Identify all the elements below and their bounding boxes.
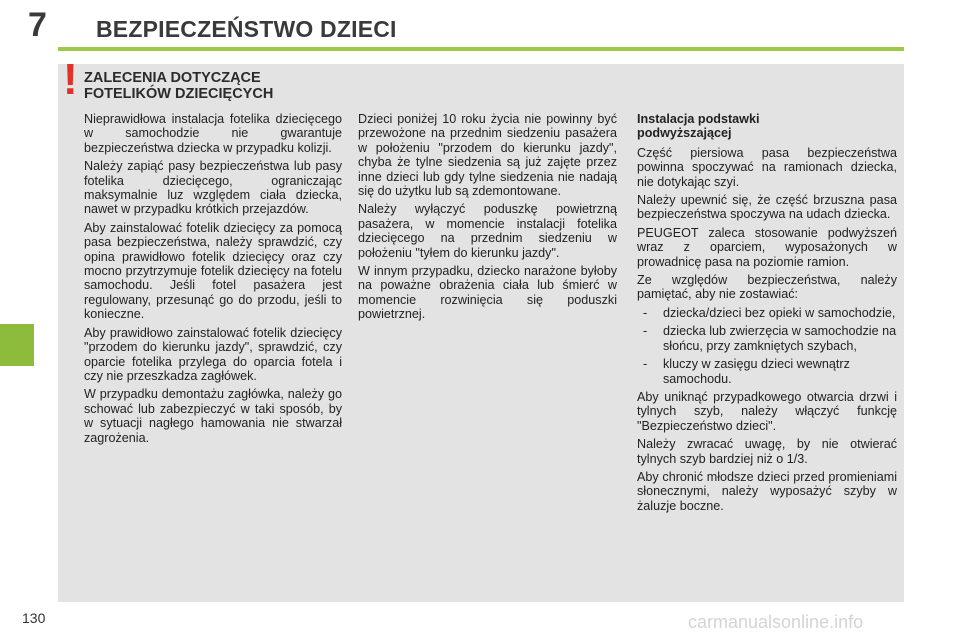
paragraph: Należy zapiąć pasy bezpieczeństwa lub pasy fotelika dziecięcego, ograniczając maksymalnie luz względem ciała dziecka, nawet w przypadku krótkich przejazdów. — [84, 159, 342, 217]
paragraph: W innym przypadku, dziecko narażone byłoby na poważne obrażenia ciała lub śmierć w momencie rozwinięcia się poduszki powietrznej. — [358, 264, 617, 322]
paragraph: Należy upewnić się, że część brzuszna pasa bezpieczeństwa spoczywa na udach dziecka. — [637, 193, 897, 222]
paragraph: Aby uniknąć przypadkowego otwarcia drzwi i tylnych szyb, należy włączyć funkcję "Bezpieczeństwo dzieci". — [637, 389, 897, 433]
list-dash: - — [643, 324, 648, 339]
paragraph: Należy zwracać uwagę, by nie otwierać tylnych szyb bardziej niż o 1/3. — [637, 437, 897, 466]
exclamation-icon: ! — [63, 55, 78, 104]
paragraph: PEUGEOT zaleca stosowanie podwyższeń wraz z oparciem, wyposażonych w prowadnicę pasa na poziomie ramion. — [637, 225, 897, 269]
list-dash: - — [643, 305, 648, 320]
text-column-1 — [84, 112, 342, 449]
warning-title-line-2: FOTELIKÓW DZIECIĘCYCH — [84, 86, 274, 102]
chapter-title: BEZPIECZEŃSTWO DZIECI — [96, 16, 397, 42]
warning-list — [637, 306, 897, 386]
paragraph: Ze względów bezpieczeństwa, należy pamiętać, aby nie zostawiać: — [637, 273, 897, 302]
chapter-side-tab — [0, 324, 34, 366]
paragraph: W przypadku demontażu zagłówka, należy go schować lub zabezpieczyć w taki sposób, by w sytuacji nagłego hamowania nie stwarzał zagrożenia. — [84, 387, 342, 445]
list-dash: - — [643, 357, 648, 372]
section-heading-line-1: Instalacja podstawki — [637, 112, 760, 126]
paragraph: Część piersiowa pasa bezpieczeństwa powinna spoczywać na ramionach dziecka, nie dotykając szyi. — [637, 145, 897, 189]
paragraph: Aby prawidłowo zainstalować fotelik dziecięcy "przodem do kierunku jazdy", sprawdzić, czy oparcie fotelika przylega do oparcia fotela i czy nie przeszkadza zagłówek. — [84, 325, 342, 383]
list-item-text: kluczy w zasięgu dzieci wewnątrz samochodu. — [663, 357, 850, 386]
list-item — [637, 324, 897, 353]
paragraph: Należy wyłączyć poduszkę powietrzną pasażera, w momencie instalacji fotelika dziecięcego na przednim siedzeniu w położeniu "tyłem do kierunku jazdy". — [358, 202, 617, 260]
paragraph: Aby chronić młodsze dzieci przed promieniami słonecznymi, należy wyposażyć szyby w żaluzje boczne. — [637, 469, 897, 513]
paragraph: Nieprawidłowa instalacja fotelika dziecięcego w samochodzie nie gwarantuje bezpieczeństwa dziecka w przypadku kolizji. — [84, 112, 342, 155]
watermark: carmanualsonline.info — [688, 612, 864, 632]
text-column-2 — [358, 112, 617, 326]
list-item — [637, 357, 897, 386]
paragraph: Aby zainstalować fotelik dziecięcy za pomocą pasa bezpieczeństwa, należy sprawdzić, czy opina prawidłowo fotelik dziecięcy oraz czy mocno przytrzymuje fotelik dziecięcy na fotelu samochodu. Jeśli fotel pasażera jest regulowany, przesunąć go do przodu, jeśli to konieczne. — [84, 220, 342, 322]
warning-title-line-1: ZALECENIA DOTYCZĄCE — [84, 70, 261, 86]
list-item — [637, 306, 897, 320]
list-item-text: dziecka/dzieci bez opieki w samochodzie, — [663, 305, 896, 320]
section-heading — [637, 112, 897, 141]
section-heading-line-2: podwyższającej — [637, 126, 732, 141]
page-number: 130 — [22, 610, 46, 626]
list-item-text: dziecka lub zwierzęcia w samochodzie na słońcu, przy zamkniętych szybach, — [663, 324, 897, 353]
text-column-3 — [637, 112, 897, 517]
warning-title — [84, 70, 273, 102]
paragraph: Dzieci poniżej 10 roku życia nie powinny być przewożone na przednim siedzeniu pasażera w położeniu "przodem do kierunku jazdy", chyba że tylne siedzenia są już zajęte przez inne dzieci lub gdy tylne siedzenia nie nadają się do użytku lub są zdemontowane. — [358, 112, 617, 199]
header-divider — [58, 47, 904, 51]
chapter-number: 7 — [28, 6, 47, 44]
